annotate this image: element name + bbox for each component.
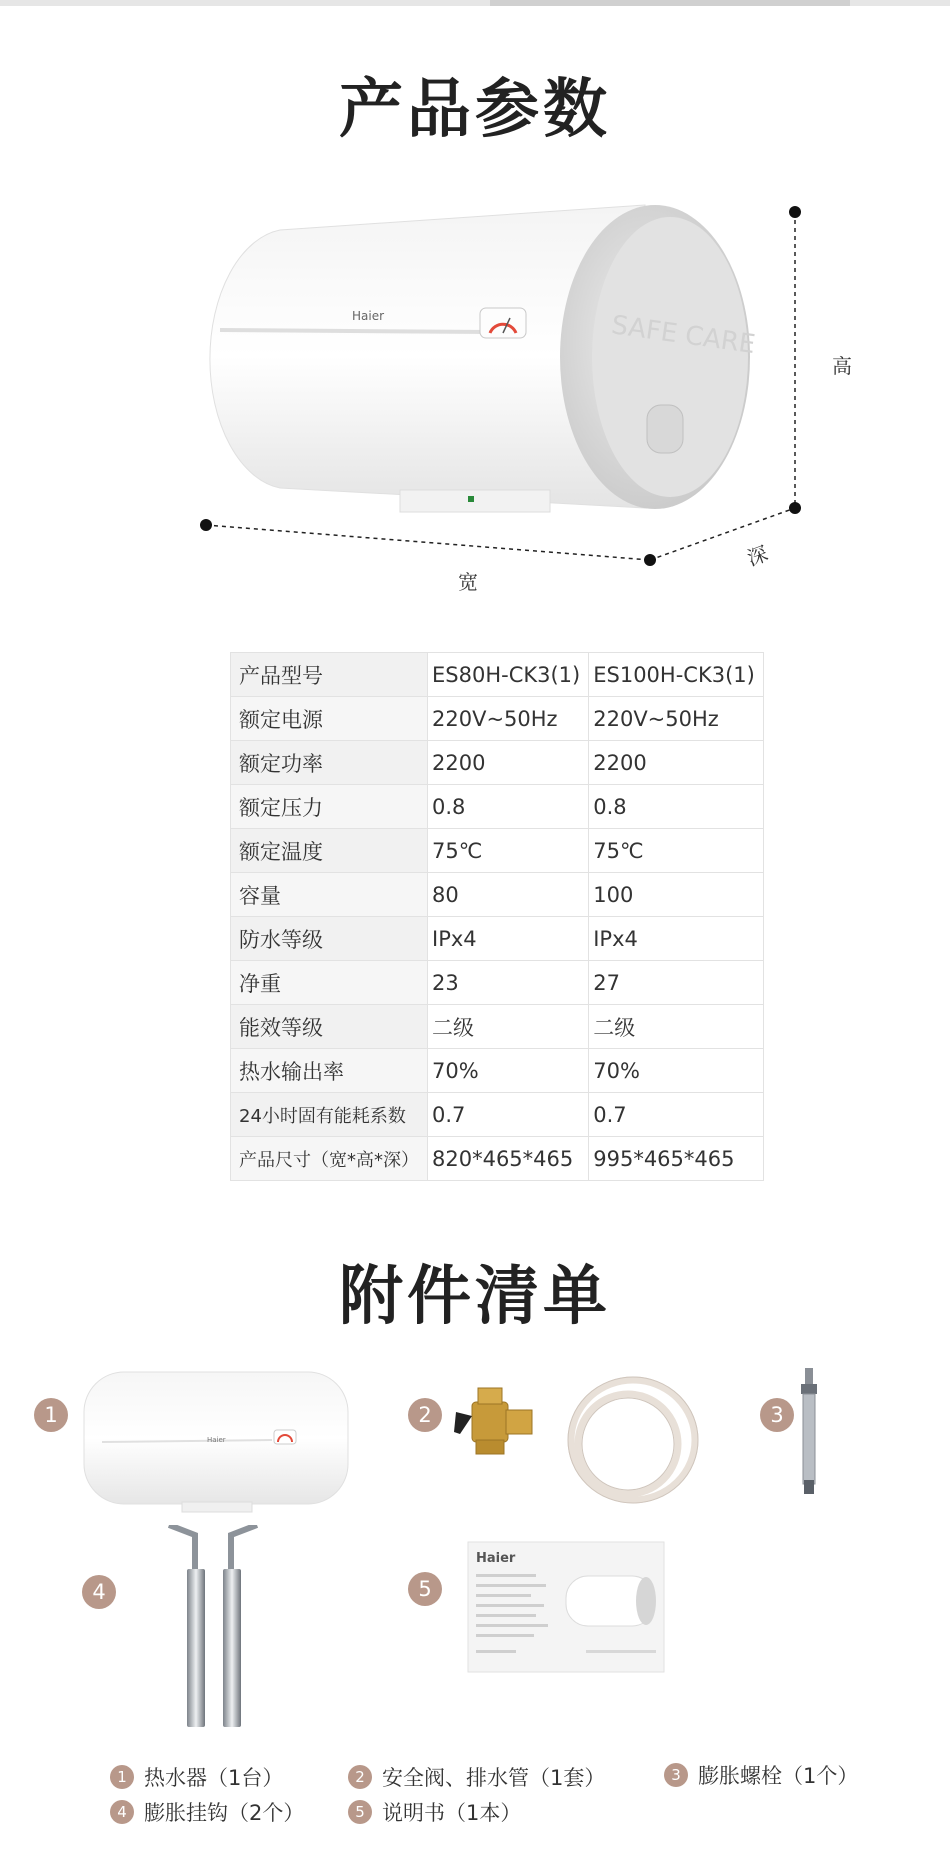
spec-key: 能效等级 [231, 1005, 428, 1049]
spec-value: 27 [589, 961, 764, 1005]
spec-value: 23 [428, 961, 589, 1005]
legend-number: 2 [348, 1765, 372, 1789]
legend-item-4 [110, 1797, 304, 1827]
spec-value: 220V~50Hz [428, 697, 589, 741]
brand-logo-text: Haier [352, 309, 385, 323]
spec-value: 0.7 [589, 1093, 764, 1137]
spec-row [231, 1049, 764, 1093]
spec-value: 2200 [428, 741, 589, 785]
legend-label: 热水器（1台） [144, 1766, 284, 1790]
legend-label: 膨胀挂钩（2个） [144, 1801, 305, 1825]
spec-value: 70% [428, 1049, 589, 1093]
top-divider [0, 0, 950, 6]
section-title-accessories: 附件清单 [339, 1260, 611, 1334]
spec-key: 防水等级 [231, 917, 428, 961]
spec-value: 二级 [428, 1005, 589, 1049]
spec-key: 额定压力 [231, 785, 428, 829]
legend-label: 安全阀、排水管（1套） [382, 1766, 606, 1790]
spec-value: 70% [589, 1049, 764, 1093]
accessory-valve-and-hose-image [448, 1368, 708, 1518]
dim-label-width: 宽 [458, 570, 478, 594]
section-title-params: 产品参数 [339, 73, 611, 147]
spec-row [231, 741, 764, 785]
spec-value: 80 [428, 873, 589, 917]
spec-row [231, 1005, 764, 1049]
top-divider-segment [490, 0, 850, 6]
spec-value: ES100H-CK3(1) [589, 653, 764, 697]
spec-key: 额定功率 [231, 741, 428, 785]
spec-row [231, 961, 764, 1005]
legend-item-2 [348, 1762, 605, 1792]
spec-value: 220V~50Hz [589, 697, 764, 741]
accessory-manual-image [466, 1540, 666, 1675]
spec-key: 产品尺寸（宽*高*深） [231, 1137, 428, 1181]
accessory-expansion-hooks-image [165, 1525, 265, 1730]
spec-value: ES80H-CK3(1) [428, 653, 589, 697]
badge-1: 1 [34, 1398, 68, 1432]
legend-number: 4 [110, 1800, 134, 1824]
spec-key: 净重 [231, 961, 428, 1005]
legend-number: 3 [664, 1763, 688, 1787]
water-heater-illustration [190, 190, 810, 590]
manual-brand-text: Haier [476, 1551, 516, 1566]
dim-label-height: 高 [832, 354, 852, 378]
badge-3: 3 [760, 1398, 794, 1432]
spec-table [230, 652, 764, 1181]
badge-2: 2 [408, 1398, 442, 1432]
spec-value: 0.8 [428, 785, 589, 829]
spec-row [231, 917, 764, 961]
badge-5: 5 [408, 1572, 442, 1606]
spec-value: 100 [589, 873, 764, 917]
spec-row [231, 653, 764, 697]
spec-row [231, 873, 764, 917]
spec-key: 产品型号 [231, 653, 428, 697]
spec-value: 75℃ [589, 829, 764, 873]
spec-key: 容量 [231, 873, 428, 917]
spec-row [231, 785, 764, 829]
spec-value: 995*465*465 [589, 1137, 764, 1181]
legend-number: 1 [110, 1765, 134, 1789]
cover-text: SAFE CARE [609, 310, 758, 361]
accessory-heater-brand: Haier [207, 1436, 226, 1444]
spec-key: 24小时固有能耗系数 [231, 1093, 428, 1137]
spec-value: 75℃ [428, 829, 589, 873]
spec-row [231, 829, 764, 873]
legend-label: 说明书（1本） [382, 1801, 522, 1825]
spec-row [231, 697, 764, 741]
accessory-expansion-bolt-image [796, 1368, 822, 1498]
spec-value: 0.7 [428, 1093, 589, 1137]
spec-value: IPx4 [428, 917, 589, 961]
spec-value: 820*465*465 [428, 1137, 589, 1181]
spec-key: 额定温度 [231, 829, 428, 873]
legend-item-5 [348, 1797, 521, 1827]
legend-item-1 [110, 1762, 283, 1792]
legend-item-3 [664, 1760, 858, 1790]
spec-key: 额定电源 [231, 697, 428, 741]
spec-row [231, 1137, 764, 1181]
dim-label-depth: 深 [744, 541, 772, 571]
spec-value: 2200 [589, 741, 764, 785]
spec-row [231, 1093, 764, 1137]
spec-key: 热水输出率 [231, 1049, 428, 1093]
spec-value: IPx4 [589, 917, 764, 961]
accessory-water-heater-image [82, 1370, 352, 1515]
spec-value: 二级 [589, 1005, 764, 1049]
badge-4: 4 [82, 1575, 116, 1609]
legend-label: 膨胀螺栓（1个） [698, 1764, 859, 1788]
legend-number: 5 [348, 1800, 372, 1824]
spec-value: 0.8 [589, 785, 764, 829]
